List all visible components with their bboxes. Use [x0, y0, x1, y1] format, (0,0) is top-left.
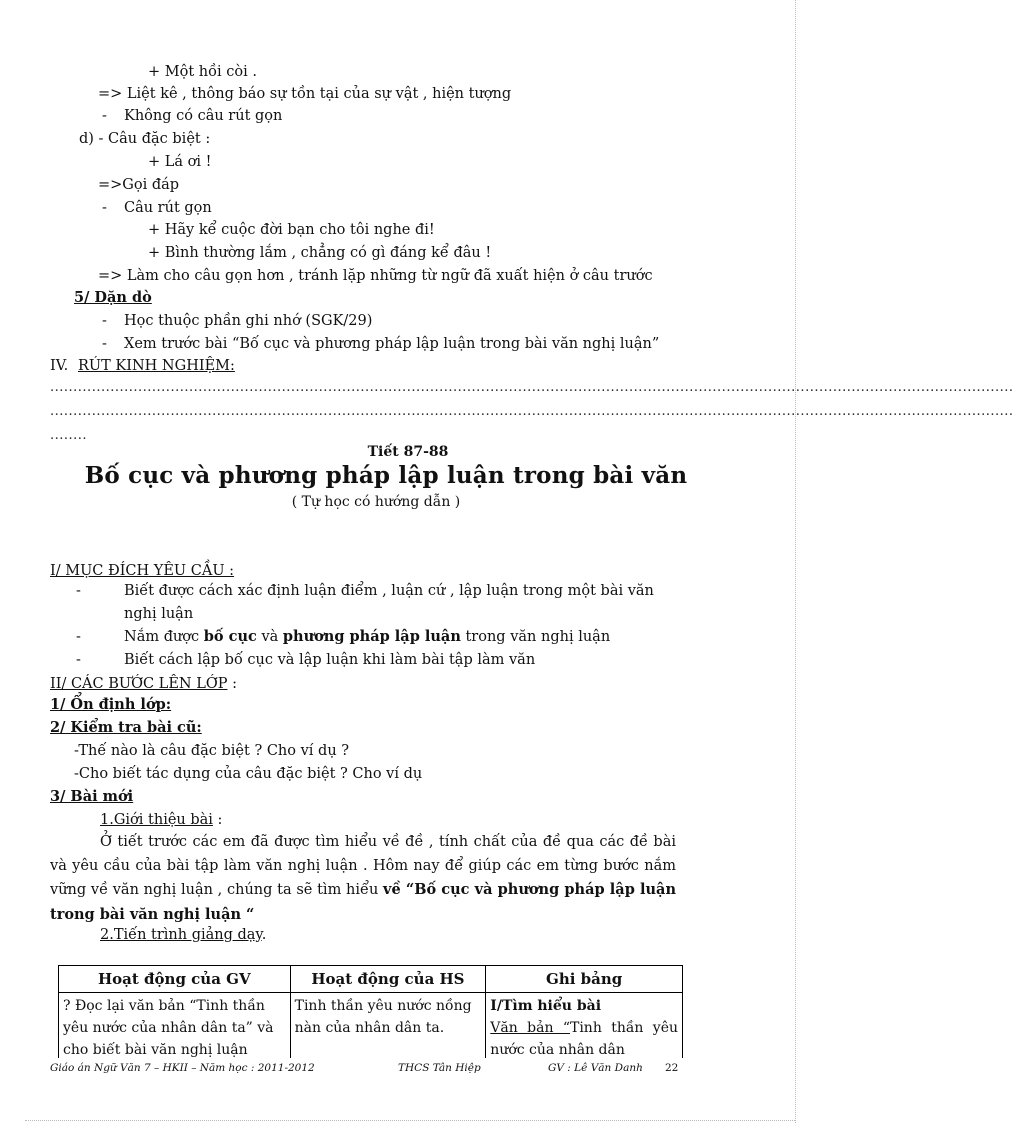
- heading-dan-do: 5/ Dặn dò: [74, 289, 152, 306]
- line-liet-ke: => Liệt kê , thông báo sự tồn tại của sự vật , hiện tượng: [98, 86, 512, 102]
- page-number: 22: [665, 1062, 679, 1074]
- dotted-line: ................................................................................................................................................................................................................: [50, 404, 1014, 419]
- line-khong-co-cau-rut-gon: Không có câu rút gọn: [124, 108, 283, 124]
- page-edge-right: [795, 0, 796, 1123]
- bullet-dash: -: [76, 629, 81, 645]
- objective-3: Biết cách lập bố cục và lập luận khi làm bài tập làm văn: [124, 652, 536, 668]
- page-edge-bottom: [25, 1120, 795, 1121]
- line-hoc-thuoc: Học thuộc phần ghi nhớ (SGK/29): [124, 313, 373, 329]
- heading-kiem-tra-bai-cu: 2/ Kiểm tra bài cũ:: [50, 719, 202, 736]
- lesson-title: Bố cục và phương pháp lập luận trong bài văn: [84, 462, 688, 489]
- bullet-dash: -: [76, 583, 81, 599]
- footer-left: Giáo án Ngữ Văn 7 – HKII – Năm học : 2011-2012: [50, 1062, 315, 1074]
- heading-cac-buoc-len-lop: II/ CÁC BƯỚC LÊN LỚP :: [50, 676, 237, 692]
- heading-tien-trinh: 2.Tiến trình giảng dạy.: [100, 927, 267, 943]
- objective-2: Nắm được bố cục và phương pháp lập luận trong văn nghị luận: [124, 628, 611, 645]
- heading-rut-kinh-nghiem: RÚT KINH NGHIỆM:: [78, 358, 235, 374]
- heading-iv-prefix: IV.: [50, 358, 69, 374]
- review-question-1: -Thế nào là câu đặc biệt ? Cho ví dụ ?: [74, 743, 350, 759]
- heading-on-dinh-lop: 1/ Ổn định lớp:: [50, 696, 172, 713]
- line-mot-hoi-coi: + Một hồi còi .: [148, 64, 257, 80]
- line-cau-rut-gon: Câu rút gọn: [124, 200, 212, 216]
- col-header-ghi-bang: Ghi bảng: [486, 966, 683, 993]
- objective-1: Biết được cách xác định luận điểm , luận cứ , lập luận trong một bài văn: [124, 583, 654, 599]
- line-goi-dap: =>Gọi đáp: [98, 177, 180, 193]
- lesson-subtitle: ( Tự học có hướng dẫn ): [291, 494, 461, 510]
- line-cau-dac-biet: d) - Câu đặc biệt :: [79, 131, 211, 147]
- cell-gv: ? Đọc lại văn bản “Tinh thần yêu nước của nhân dân ta” và cho biết bài văn nghị luận: [59, 993, 291, 1064]
- line-la-oi: + Lá ơi !: [148, 154, 212, 170]
- bullet-dash: -: [102, 108, 107, 124]
- intro-paragraph: Ở tiết trước các em đã được tìm hiểu về đề , tính chất của đề qua các đề bài và yêu cầu của bài tập làm văn nghị luận . Hôm nay để giúp các em từng bước nắm vững về văn nghị luận , chúng ta sẽ tìm hiểu về “Bố cục và phương pháp lập luận trong bài văn nghị luận “: [50, 834, 676, 923]
- bullet-dash: -: [102, 200, 107, 216]
- col-header-gv: Hoạt động của GV: [59, 966, 291, 993]
- heading-muc-dich-yeu-cau: I/ MỤC ĐÍCH YÊU CẦU :: [50, 563, 235, 579]
- bullet-dash: -: [102, 336, 107, 352]
- line-lam-cho-cau-gon: => Làm cho câu gọn hơn , tránh lặp những từ ngữ đã xuất hiện ở câu trước: [98, 268, 653, 284]
- objective-1-cont: nghị luận: [124, 606, 194, 622]
- table-row: [59, 993, 683, 1064]
- footer-teacher: GV : Lê Văn Danh: [548, 1062, 643, 1074]
- line-binh-thuong: + Bình thường lắm , chẳng có gì đáng kể đâu !: [148, 245, 492, 261]
- bullet-dash: -: [76, 652, 81, 668]
- col-header-hs: Hoạt động của HS: [290, 966, 486, 993]
- line-xem-truoc-bai: Xem trước bài “Bố cục và phương pháp lập luận trong bài văn nghị luận”: [124, 336, 660, 352]
- heading-gioi-thieu-bai: 1.Giới thiệu bài :: [100, 812, 223, 828]
- lesson-table: [58, 965, 683, 1064]
- line-hay-ke: + Hãy kể cuộc đời bạn cho tôi nghe đi!: [148, 222, 435, 238]
- heading-bai-moi: 3/ Bài mới: [50, 788, 134, 805]
- dotted-line: ................................................................................................................................................................................................................: [50, 380, 1014, 395]
- dotted-line: ........: [50, 428, 88, 443]
- footer-school: THCS Tân Hiệp: [398, 1062, 481, 1074]
- review-question-2: -Cho biết tác dụng của câu đặc biệt ? Cho ví dụ: [74, 766, 423, 782]
- bullet-dash: -: [102, 313, 107, 329]
- cell-hs: Tinh thần yêu nước nồng nàn của nhân dân ta.: [290, 993, 486, 1064]
- cell-ghi-bang: I/Tìm hiểu bài Văn bản “Tinh thần yêu nước của nhân dân: [486, 993, 683, 1064]
- lesson-number: Tiết 87-88: [367, 444, 449, 460]
